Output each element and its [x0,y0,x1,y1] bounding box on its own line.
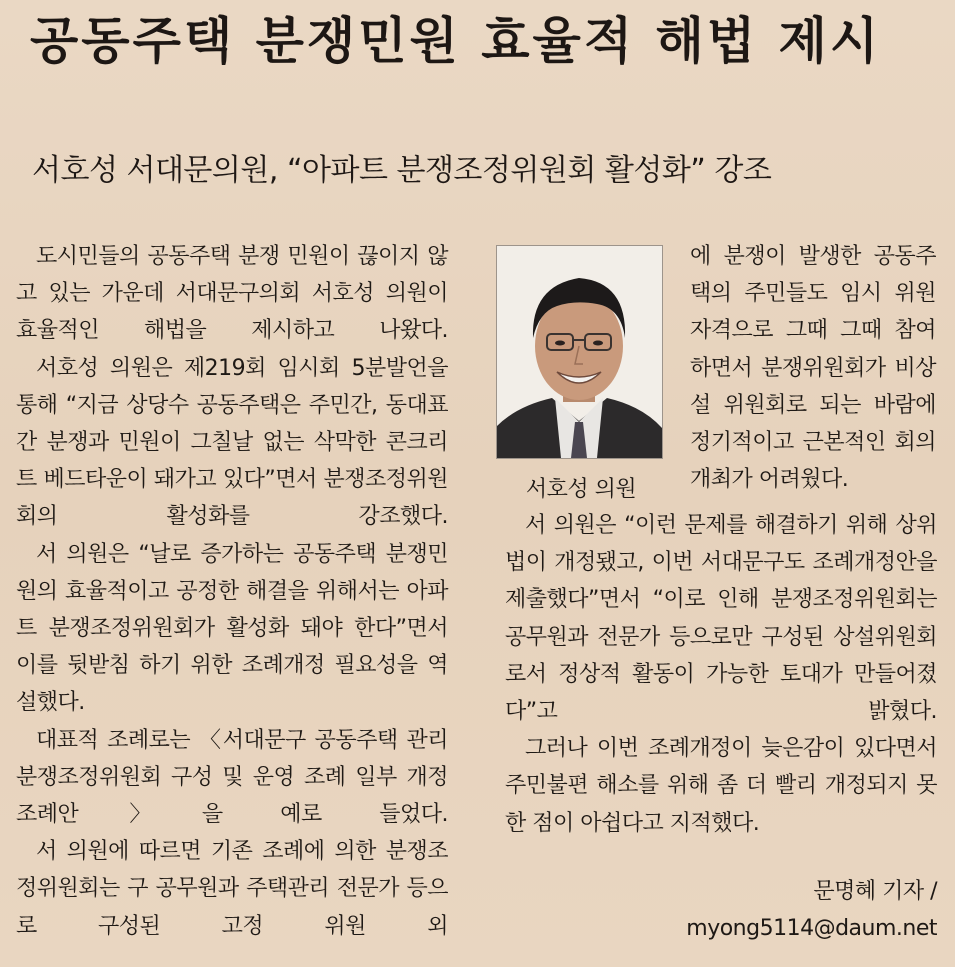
byline [686,873,937,947]
paragraph-1: 도시민들의 공동주택 분쟁 민원이 끊이지 않고 있는 가운데 서대문구의회 서호성 의원이 효율적인 해법을 제시하고 나왔다. [16,244,448,344]
paragraph-7: 서 의원은 “이런 문제를 해결하기 위해 상위법이 개정됐고, 이번 서대문구도 조례개정안을 제출했다”면서 “이로 인해 분쟁조정위원회는 공무원과 전문가 등으로만 구성된 상설위원회로서 정상적 활동이 가능한 토대가 만들어졌다”고 밝혔다. [505,513,937,725]
paragraph-2: 서호성 의원은 제219회 임시회 5분발언을 통해 “지금 상당수 공동주택은 주민간, 동대표간 분쟁과 민원이 그칠날 없는 삭막한 콘크리트 베드타운이 돼가고 있다”면서 분쟁조정위원회의 활성화를 강조했다. [16,355,448,530]
portrait-image [497,246,662,458]
byline-email: myong5114@daum.net [686,916,937,941]
right-column-top [690,238,936,498]
right-column-bottom [505,507,937,842]
paragraph-8: 그러나 이번 조례개정이 늦은감이 있다면서 주민불편 해소를 위해 좀 더 빨리 개정되지 못한 점이 아쉽다고 지적했다. [505,736,937,836]
reporter-subject-photo [496,245,663,459]
subheadline: 서호성 서대문의원, “아파트 분쟁조정위원회 활성화” 강조 [32,153,772,188]
paragraph-4: 대표적 조례로는 〈서대문구 공동주택 관리 분쟁조정위원회 구성 및 운영 조례 일부 개정조례안〉을 예로 들었다. [16,727,448,828]
headline: 공동주택 분쟁민원 효율적 해법 제시 [30,12,882,70]
photo-caption: 서호성 의원 [525,477,637,502]
byline-reporter: 문명혜 기자 / [813,879,937,904]
left-column [16,238,448,945]
paragraph-3: 서 의원은 “날로 증가하는 공동주택 분쟁민원의 효율적이고 공정한 해결을 위해서는 아파트 분쟁조정위원회가 활성화 돼야 한다”면서 이를 뒷받침 하기 위한 조례개정 필요성을 역설했다. [16,541,448,716]
paragraph-6: 에 분쟁이 발생한 공동주택의 주민들도 임시 위원 자격으로 그때 그때 참여하면서 분쟁위원회가 비상설 위원회로 되는 바람에 정기적이고 근본적인 회의개최가 어려웠다. [690,244,936,493]
paragraph-5: 서 의원에 따르면 기존 조례에 의한 분쟁조정위원회는 구 공무원과 주택관리 전문가 등으로 구성된 고정 위원 외 [16,839,448,939]
